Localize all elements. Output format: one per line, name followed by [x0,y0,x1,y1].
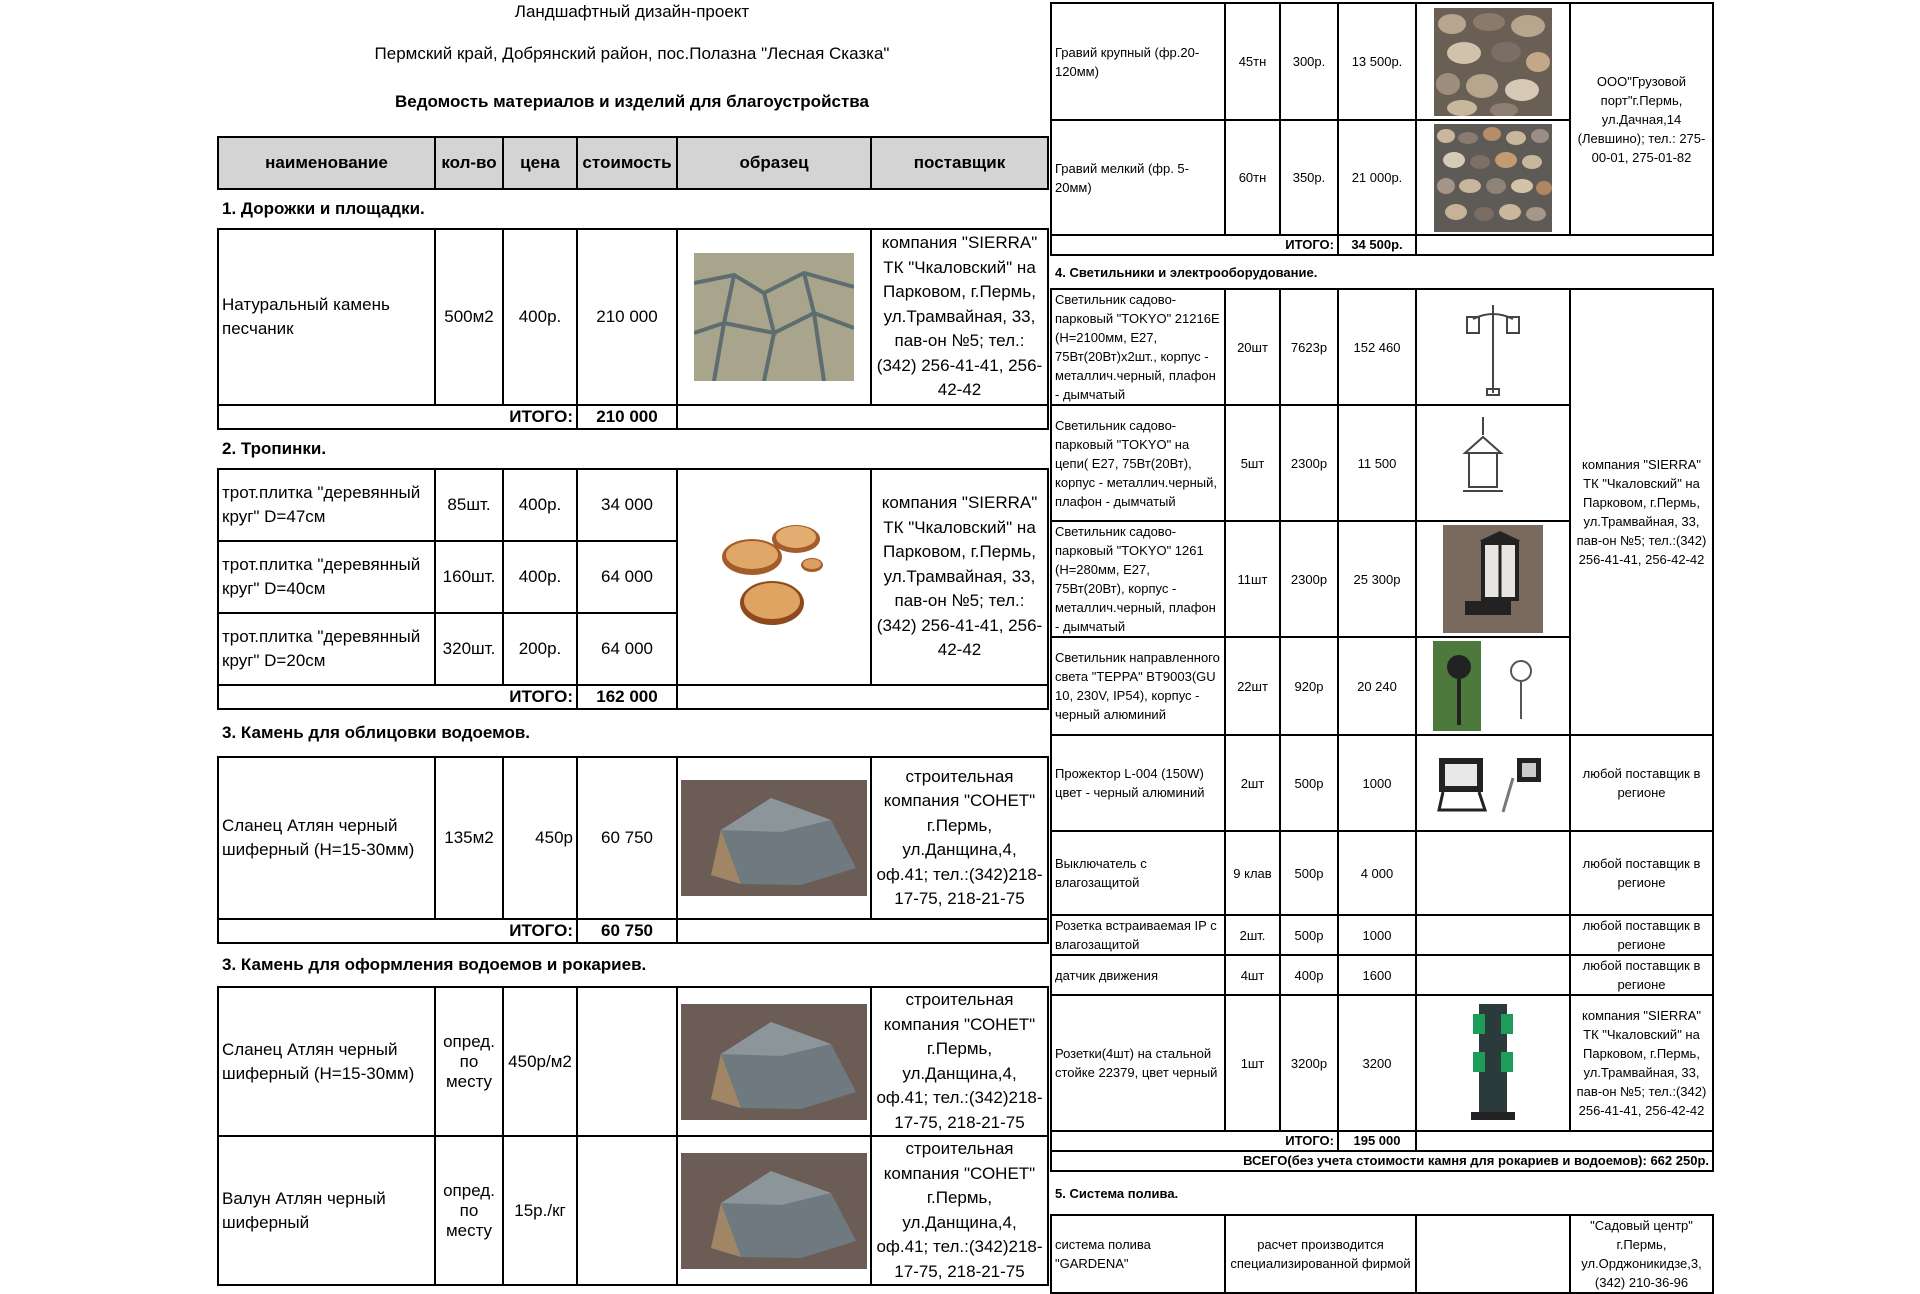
left-materials-table [217,136,1049,1286]
sample-image [1416,637,1570,735]
total-label: ИТОГО: [1051,1131,1338,1151]
right-materials-table [1050,2,1714,1294]
item-price: 350р. [1280,120,1338,235]
item-price: 300р. [1280,3,1338,120]
item-cost: 64 000 [577,541,677,613]
item-supplier: строительная компания "СОНЕТ" г.Пермь, ул.Данщина,4, оф.41; тел.:(342)218-17-75, 218-21-75 [871,1136,1048,1285]
section-total: 162 000 [577,685,677,709]
item-price: 15р./кг [503,1136,577,1285]
item-supplier: строительная компания "СОНЕТ" г.Пермь, ул.Данщина,4, оф.41; тел.:(342)218-17-75, 218-21-75 [871,757,1048,919]
item-name: Гравий крупный (фр.20-120мм) [1051,3,1225,120]
table-row [1051,955,1713,995]
item-name: Прожектор L-004 (150W) цвет - черный алюминий [1051,735,1225,831]
item-supplier: компания "SIERRA" ТК "Чкаловский" на Парковом, г.Пермь, ул.Трамвайная, 33, пав-он №5; тел.:(342) 256-41-41, 256-42-42 [871,469,1048,685]
section-title: 1. Дорожки и площадки. [218,189,1048,229]
item-name: Розетки(4шт) на стальной стойке 22379, цвет черный [1051,995,1225,1131]
wood-discs-image [714,517,834,637]
item-name: Выключатель с влагозащитой [1051,831,1225,915]
item-supplier: строительная компания "СОНЕТ" г.Пермь, ул.Данщина,4, оф.41; тел.:(342)218-17-75, 218-21-75 [871,987,1048,1136]
item-price: 500р [1280,831,1338,915]
col-header-qty: кол-во [435,137,503,189]
sample-image [677,987,871,1136]
item-price: 500р [1280,915,1338,955]
item-name: трот.плитка "деревянный круг" D=47см [218,469,435,541]
item-supplier: любой поставщик в регионе [1570,955,1713,995]
item-price: 7623р [1280,289,1338,405]
item-qty: 22шт [1225,637,1280,735]
item-supplier: ООО"Грузовой порт"г.Пермь, ул.Дачная,14 (Левшино); тел.: 275-00-01, 275-01-82 [1570,3,1713,235]
floodlight-icon [1433,748,1553,818]
sample-image [677,469,871,685]
item-cost [577,1136,677,1285]
item-name: Валун Атлян черный шиферный [218,1136,435,1285]
item-cost: 25 300р [1338,521,1416,637]
item-qty: 500м2 [435,229,503,405]
sample-image [1416,120,1570,235]
item-cost: 11 500 [1338,405,1416,521]
item-price: 920р [1280,637,1338,735]
item-price: 450р/м2 [503,987,577,1136]
item-price: 2300р [1280,521,1338,637]
table-row [1051,831,1713,915]
slate-image [681,780,867,896]
item-name: Гравий мелкий (фр. 5-20мм) [1051,120,1225,235]
total-label: ИТОГО: [218,685,577,709]
section-title: 2. Тропинки. [218,429,1048,469]
item-name: Сланец Атлян черный шиферный (Н=15-30мм) [218,757,435,919]
total-label: ИТОГО: [218,919,577,943]
table-row [1051,1215,1713,1293]
table-row [1051,915,1713,955]
item-qty: 45тн [1225,3,1280,120]
table-row [218,469,1048,541]
item-supplier: любой поставщик в регионе [1570,831,1713,915]
item-cost: 20 240 [1338,637,1416,735]
spotlight-icon [1433,641,1553,731]
item-name: Розетка встраиваемая IP с влагозащитой [1051,915,1225,955]
sample-image [1416,995,1570,1131]
item-supplier: "Садовый центр" г.Пермь, ул.Орджоникидзе,3, (342) 210-36-96 [1570,1215,1713,1293]
slate-image [681,1004,867,1120]
item-name: Светильник садово-парковый "TOKYO" 21216E (Н=2100мм, E27, 75Вт(20Вт)х2шт., корпус - металлич.черный, плафон - дымчатый [1051,289,1225,405]
item-price: 3200р [1280,995,1338,1131]
item-cost: 34 000 [577,469,677,541]
boulder-image [681,1153,867,1269]
doc-subtitle: Ведомость материалов и изделий для благоустройства [395,92,869,111]
item-qty: 60тн [1225,120,1280,235]
item-price: 200р. [503,613,577,685]
table-row [218,987,1048,1136]
item-cost: 210 000 [577,229,677,405]
col-header-price: цена [503,137,577,189]
section-title: 3. Камень для облицовки водоемов. [218,709,1048,757]
doc-location: Пермский край, Добрянский район, пос.Полазна "Лесная Сказка" [374,44,890,63]
item-price: 450р [503,757,577,919]
item-cost: 21 000р. [1338,120,1416,235]
item-price: 400р. [503,469,577,541]
item-cost: 3200 [1338,995,1416,1131]
item-qty: 2шт [1225,735,1280,831]
socket-post-icon [1453,1000,1533,1126]
item-cost [577,987,677,1136]
table-row [218,757,1048,919]
item-qty: 9 клав [1225,831,1280,915]
table-row [218,229,1048,405]
item-qty: 5шт [1225,405,1280,521]
item-qty: 1шт [1225,995,1280,1131]
section-total: 60 750 [577,919,677,943]
item-cost: 4 000 [1338,831,1416,915]
item-cost: 1000 [1338,915,1416,955]
item-name: Натуральный камень песчаник [218,229,435,405]
sample-image [1416,3,1570,120]
col-header-name: наименование [218,137,435,189]
sandstone-image [694,253,854,381]
item-name: система полива "GARDENA" [1051,1215,1225,1293]
wall-lamp-icon [1443,525,1543,633]
section-total: 210 000 [577,405,677,429]
item-cost: 60 750 [577,757,677,919]
section-total: 195 000 [1338,1131,1416,1151]
gravel-large-image [1434,8,1552,116]
section-title: 4. Светильники и электрооборудование. [1051,255,1713,289]
section-title: 5. Система полива. [1051,1171,1713,1215]
col-header-sample: образец [677,137,871,189]
sample-image [1416,289,1570,405]
item-qty: опред. по месту [435,987,503,1136]
item-note: расчет производится специализированной фирмой [1225,1215,1416,1293]
total-label: ИТОГО: [218,405,577,429]
total-label: ИТОГО: [1051,235,1338,255]
item-name: трот.плитка "деревянный круг" D=40см [218,541,435,613]
item-price: 400р [1280,955,1338,995]
hanging-lantern-icon [1443,413,1543,513]
table-row [218,1136,1048,1285]
item-cost: 64 000 [577,613,677,685]
item-qty: 2шт. [1225,915,1280,955]
item-price: 400р. [503,541,577,613]
item-supplier: любой поставщик в регионе [1570,915,1713,955]
grand-total: ВСЕГО(без учета стоимости камня для рокариев и водоемов): 662 250р. [1051,1151,1713,1171]
sample-image [677,757,871,919]
table-row [1051,289,1713,405]
item-qty: 85шт. [435,469,503,541]
item-cost: 1600 [1338,955,1416,995]
item-qty: 320шт. [435,613,503,685]
sample-image [677,1136,871,1285]
item-price: 500р [1280,735,1338,831]
item-qty: опред. по месту [435,1136,503,1285]
item-cost: 1000 [1338,735,1416,831]
lamp-post-icon [1463,295,1523,399]
sample-image [1416,521,1570,637]
table-row [1051,3,1713,120]
sample-image [1416,735,1570,831]
item-qty: 160шт. [435,541,503,613]
item-supplier: компания "SIERRA" ТК "Чкаловский" на Парковом, г.Пермь, ул.Трамвайная, 33, пав-он №5; тел.:(342) 256-41-41, 256-42-42 [1570,289,1713,735]
sample-image [677,229,871,405]
item-supplier: компания "SIERRA" ТК "Чкаловский" на Парковом, г.Пермь, ул.Трамвайная, 33, пав-он №5; тел.:(342) 256-41-41, 256-42-42 [871,229,1048,405]
col-header-supplier: поставщик [871,137,1048,189]
item-qty: 11шт [1225,521,1280,637]
section-title: 3. Камень для оформления водоемов и рокариев. [218,943,1048,987]
gravel-small-image [1434,124,1552,232]
table-row [1051,735,1713,831]
item-qty: 20шт [1225,289,1280,405]
section-total: 34 500р. [1338,235,1416,255]
item-supplier: компания "SIERRA" ТК "Чкаловский" на Парковом, г.Пермь, ул.Трамвайная, 33, пав-он №5; тел.:(342) 256-41-41, 256-42-42 [1570,995,1713,1131]
sample-image [1416,405,1570,521]
item-name: Светильник направленного света "ТЕРРА" BT9003(GU 10, 230V, IP54), корпус - черный алюминий [1051,637,1225,735]
item-qty: 135м2 [435,757,503,919]
item-name: трот.плитка "деревянный круг" D=20см [218,613,435,685]
item-cost: 13 500р. [1338,3,1416,120]
col-header-cost: стоимость [577,137,677,189]
item-qty: 4шт [1225,955,1280,995]
item-name: Светильник садово-парковый "TOKYO" 1261 (Н=280мм, E27, 75Вт(20Вт), корпус - металлич.черный, плафон - дымчатый [1051,521,1225,637]
item-cost: 152 460 [1338,289,1416,405]
table-row [1051,995,1713,1131]
doc-title: Ландшафтный дизайн-проект [514,2,750,21]
item-supplier: любой поставщик в регионе [1570,735,1713,831]
item-price: 400р. [503,229,577,405]
item-name: датчик движения [1051,955,1225,995]
item-name: Сланец Атлян черный шиферный (Н=15-30мм) [218,987,435,1136]
item-name: Светильник садово-парковый "TOKYO" на цепи( E27, 75Вт(20Вт), корпус - металлич.черный, плафон - дымчатый [1051,405,1225,521]
item-price: 2300р [1280,405,1338,521]
